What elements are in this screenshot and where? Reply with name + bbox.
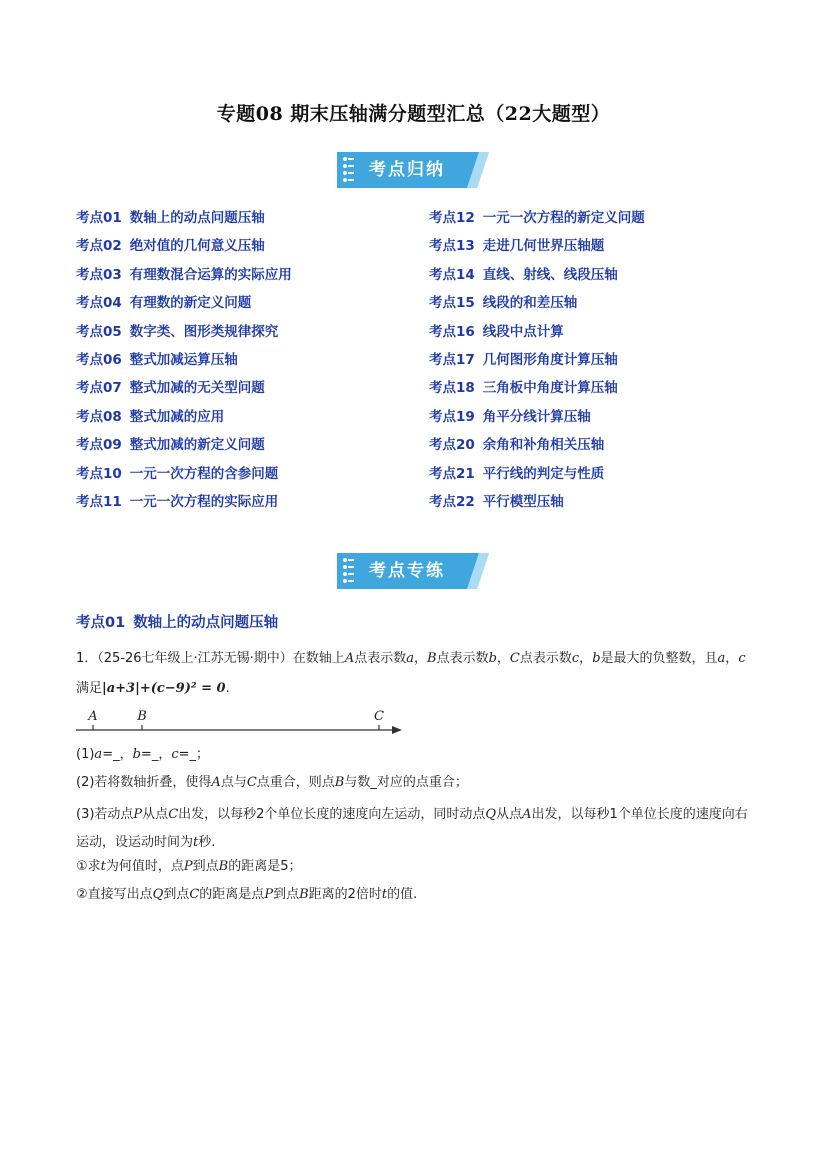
number-line-arrow-icon	[392, 726, 402, 734]
toc-item[interactable]: 考点06 整式加减运算压轴	[76, 351, 238, 368]
banner-practice-label: 考点专练	[369, 561, 445, 581]
toc-item[interactable]: 考点21 平行线的判定与性质	[429, 465, 605, 482]
toc-item[interactable]: 考点03 有理数混合运算的实际应用	[76, 266, 292, 283]
banner-summary-label: 考点归纳	[369, 160, 445, 180]
question-3-part-2: ②直接写出点Q到点C的距离是点P到点B距离的2倍时t的值.	[76, 887, 418, 902]
toc-item[interactable]: 考点09 整式加减的新定义问题	[76, 437, 265, 454]
banner-summary	[337, 152, 489, 188]
point-label-a: A	[88, 709, 98, 724]
banner-practice	[337, 553, 489, 589]
toc-item[interactable]: 考点12 一元一次方程的新定义问题	[429, 210, 645, 226]
toc-item[interactable]: 考点22 平行模型压轴	[429, 493, 564, 510]
question-3: (3)若动点P从点C出发，以每秒2个单位长度的速度向左运动，同时动点Q从点A出发，以每秒1个单位长度的速度向右运动，设运动时间为t秒.	[76, 807, 748, 850]
toc-item[interactable]: 考点15 线段的和差压轴	[429, 295, 578, 312]
toc-item[interactable]: 考点19 角平分线计算压轴	[429, 408, 591, 425]
toc-item[interactable]: 考点11 一元一次方程的实际应用	[76, 493, 279, 510]
toc-item[interactable]: 考点18 三角板中角度计算压轴	[429, 380, 618, 397]
toc-item[interactable]: 考点14 直线、射线、线段压轴	[429, 266, 618, 283]
number-line-figure	[76, 706, 406, 742]
condition-formula: |a+3|+(c−9)² = 0	[102, 681, 226, 696]
toc-item[interactable]: 考点16 线段中点计算	[429, 323, 564, 340]
question-1: (1)a=_，b=_，c=_；	[76, 747, 210, 762]
toc-item[interactable]: 考点10 一元一次方程的含参问题	[76, 465, 279, 482]
toc-item[interactable]: 考点07 整式加减的无关型问题	[76, 380, 265, 397]
point-label-c: C	[374, 709, 384, 724]
problem-statement: 1．（25-26七年级上·江苏无锡·期中）在数轴上A点表示数a，B点表示数b，C点表示数c，b是最大的负整数，且a，c满足|a+3|+(c−9)² = 0.	[76, 651, 746, 696]
point-label-b: B	[137, 709, 147, 724]
page-title: 专题08 期末压轴满分题型汇总（22大题型）	[216, 103, 611, 125]
toc-item[interactable]: 考点20 余角和补角相关压轴	[429, 437, 605, 454]
section-heading: 考点01 数轴上的动点问题压轴	[76, 615, 279, 631]
toc-item[interactable]: 考点08 整式加减的应用	[76, 408, 225, 425]
question-3-part-1: ①求t为何值时，点P到点B的距离是5；	[76, 859, 302, 874]
toc-item[interactable]: 考点02 绝对值的几何意义压轴	[76, 238, 265, 255]
question-2: (2)若将数轴折叠，使得A点与C点重合，则点B与数_对应的点重合；	[76, 775, 468, 790]
toc-item[interactable]: 考点04 有理数的新定义问题	[76, 295, 252, 312]
topic-index-left	[76, 208, 396, 520]
toc-item[interactable]: 考点01 数轴上的动点问题压轴	[76, 210, 265, 226]
toc-item[interactable]: 考点17 几何图形角度计算压轴	[429, 351, 618, 368]
toc-item[interactable]: 考点05 数字类、图形类规律探究	[76, 323, 279, 340]
toc-item[interactable]: 考点13 走进几何世界压轴题	[429, 238, 605, 255]
topic-index-right	[429, 208, 749, 520]
